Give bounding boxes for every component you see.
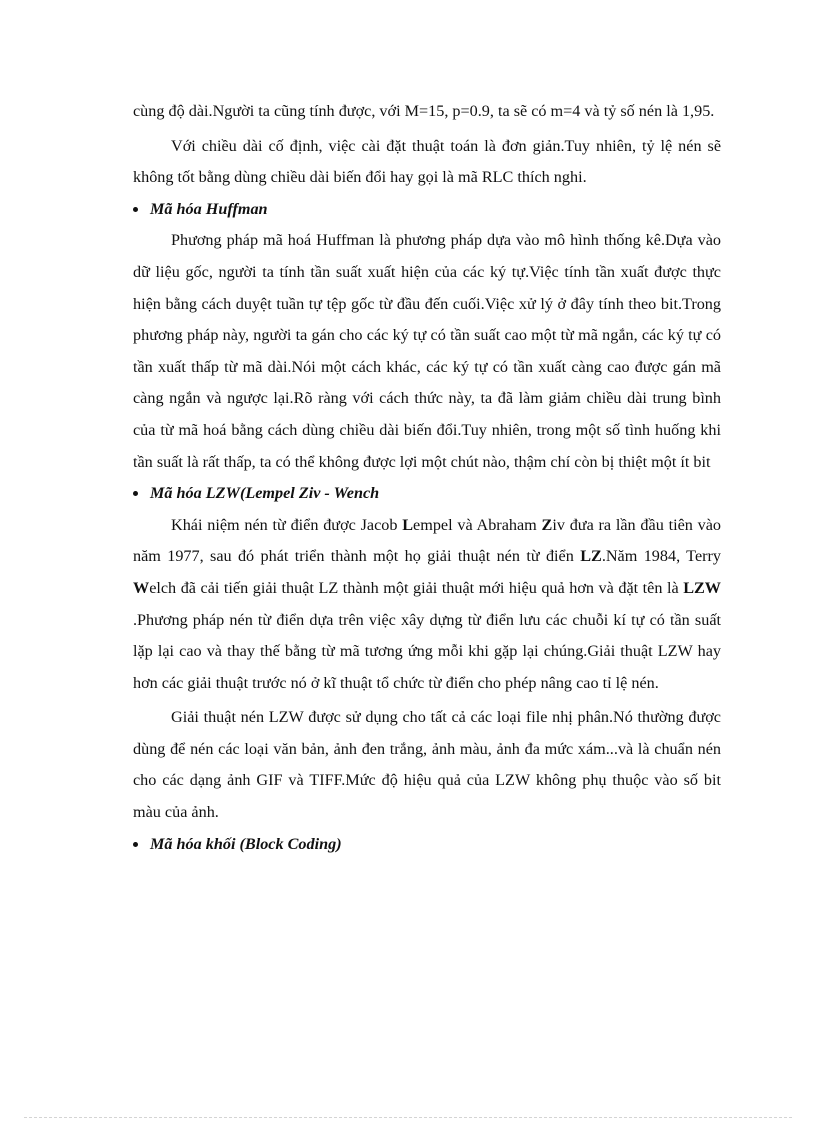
heading-huffman-text: Mã hóa Huffman (150, 199, 268, 218)
paragraph-rlc-ratio: cùng độ dài.Người ta cũng tính được, với M=15, p=0.9, ta sẽ có m=4 và tỷ số nén là 1,95. (133, 102, 715, 120)
paragraph-lzw-dictionary (133, 510, 721, 700)
bold-run: LZ (580, 547, 602, 566)
paragraph-fixed-length: Với chiều dài cố định, việc cài đặt thuật toán là đơn giản.Tuy nhiên, tỷ lệ nén sẽ không tốt bằng dùng chiều dài biến đổi hay gọi là mã RLC thích nghi. (133, 136, 721, 187)
bold-run: L (402, 515, 414, 534)
document-page (133, 96, 721, 860)
heading-block-coding-text: Mã hóa khối (Block Coding) (150, 834, 342, 853)
bold-run: LZW (683, 578, 721, 597)
text-run: .Năm 1984, Terry (601, 547, 722, 566)
bullet-icon (133, 842, 138, 847)
paragraph-lzw-usage: Giải thuật nén LZW được sử dụng cho tất cả các loại file nhị phân.Nó thường được dùng để nén các loại văn bản, ảnh đen trắng, ảnh màu, ảnh đa mức xám...và là chuẩn nén cho các dạng ảnh GIF và TIFF.Mức độ hiệu quả của LZW không phụ thuộc vào số bit màu của ảnh. (133, 708, 721, 822)
bold-run: W (133, 578, 150, 597)
page-bottom-divider (24, 1117, 792, 1118)
heading-lzw-text: Mã hóa LZW(Lempel Ziv - Wench (150, 484, 380, 503)
bold-run: Z (541, 515, 553, 534)
text-run: elch đã cải tiến giải thuật LZ thành một giải thuật mới hiệu quả hơn và đặt tên là (149, 578, 684, 597)
text-run: Khái niệm nén từ điển được Jacob (171, 515, 403, 534)
paragraph-huffman: Phương pháp mã hoá Huffman là phương pháp dựa vào mô hình thống kê.Dựa vào dữ liệu gốc, người ta tính tần suất xuất hiện của các ký tự.Việc tính tần xuất được thực hiện bằng cách duyệt tuần tự tệp gốc từ đầu đến cuối.Việc xử lý ở đây tính theo bit.Trong phương pháp này, người ta gán cho các ký tự có tần suất cao một từ mã ngắn, các ký tự có tần xuất thấp từ mã dài.Nói một cách khác, các ký tự có tần xuất càng cao được gán mã càng ngắn và ngược lại.Rõ ràng với cách thức này, ta đã làm giảm chiều dài trung bình của từ mã hoá bằng cách dùng chiều dài biến đổi.Tuy nhiên, trong một số tình huống khi tần suất là rất thấp, ta có thể không được lợi một chút nào, thậm chí còn bị thiệt một ít bit (133, 231, 721, 471)
text-run: .Phương pháp nén từ điển dựa trên việc xây dựng từ điển lưu các chuỗi kí tự có tần suất lặp lại cao và thay thế bằng từ mã tương ứng mỗi khi gặp lại chúng.Giải thuật LZW hay hơn các giải thuật trước nó ở kĩ thuật tổ chức từ điển cho phép nâng cao tỉ lệ nén. (133, 610, 721, 692)
heading-block-coding (133, 829, 721, 861)
heading-lzw (133, 478, 721, 510)
text-run: iv đưa ra lần đầu tiên vào năm 1977, sau đó phát triển thành một họ giải thuật nén từ điển (133, 515, 721, 566)
text-run: empel và Abraham (413, 515, 542, 534)
bullet-icon (133, 491, 138, 496)
bullet-icon (133, 207, 138, 212)
heading-huffman (133, 194, 721, 226)
